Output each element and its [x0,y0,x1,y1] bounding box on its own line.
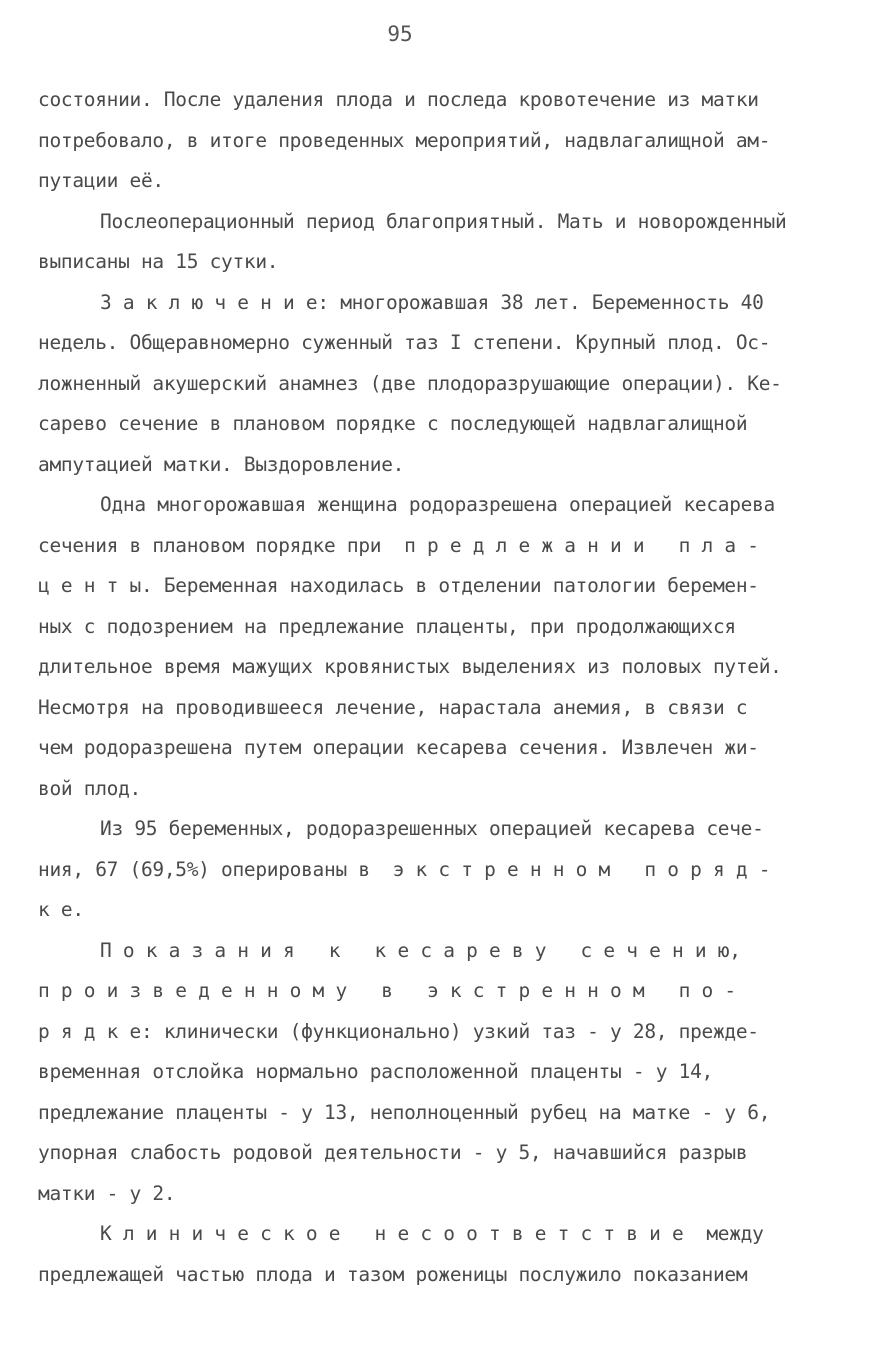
text-line: недель. Общеравномерно суженный таз I степени. Крупный плод. Ос- [38,331,771,354]
text-line: ложненный акушерский анамнез (две плодоразрушающие операции). Ке- [38,371,782,395]
text-line: к е. [38,898,84,921]
text-line: п р о и з в е д е н н о м у в э к с т р е н н о м п о - [38,979,736,1002]
text-line: состоянии. После удаления плода и последа кровотечение из матки [38,88,759,111]
text-line: выписаны на 15 сутки. [38,250,279,273]
text-line: потребовало, в итоге проведенных мероприятий, надвлагалищной ам- [38,128,771,152]
text-line: упорная слабость родовой деятельности - у 5, начавшийся разрыв [38,1141,748,1164]
text-line: временная отслойка нормально расположенной плаценты - у 14, [38,1060,713,1083]
text-line: П о к а з а н и я к к е с а р е в у с е ч е н и ю, [100,938,741,962]
text-line: сечения в плановом порядке при п р е д л е ж а н и и п л а - [38,533,759,557]
body-text [38,80,850,1295]
text-line: предлежащей частью плода и тазом роженицы послужило показанием [38,1262,748,1286]
text-line: вой плод. [38,776,141,800]
text-line: сарево сечение в плановом порядке с последующей надвлагалищной [38,412,748,435]
text-line: чем родоразрешена путем операции кесарева сечения. Извлечен жи- [38,736,759,759]
text-line: ных с подозрением на предлежание плаценты, при продолжающихся [38,614,736,638]
text-line: путации её. [38,169,164,192]
text-line: предлежание плаценты - у 13, неполноценный рубец на матке - у 6, [38,1100,771,1124]
text-line: р я д к е: клинически (функционально) узкий таз - у 28, прежде- [38,1019,759,1043]
text-line: Несмотря на проводившееся лечение, нарастала анемия, в связи с [38,695,748,719]
text-line: матки - у 2. [38,1181,176,1205]
text-line: ния, 67 (69,5%) оперированы в э к с т р е н н о м п о р я д - [38,857,771,881]
text-line: ц е н т ы. Беременная находилась в отделении патологии беремен- [38,574,759,597]
text-line: длительное время мажущих кровянистых выделениях из половых путей. [38,655,782,678]
text-line: ампутацией матки. Выздоровление. [38,452,405,476]
text-line: К л и н и ч е с к о е н е с о о т в е т с т в и е между [100,1222,764,1245]
text-line: Из 95 беременных, родоразрешенных операцией кесарева сече- [100,817,764,840]
text-line: Послеоперационный период благоприятный. Мать и новорожденный [100,209,787,233]
text-line: З а к л ю ч е н и е: многорожавшая 38 лет. Беременность 40 [100,290,764,314]
text-line: Одна многорожавшая женщина родоразрешена операцией кесарева [100,493,775,516]
page-number: 95 [387,22,413,46]
